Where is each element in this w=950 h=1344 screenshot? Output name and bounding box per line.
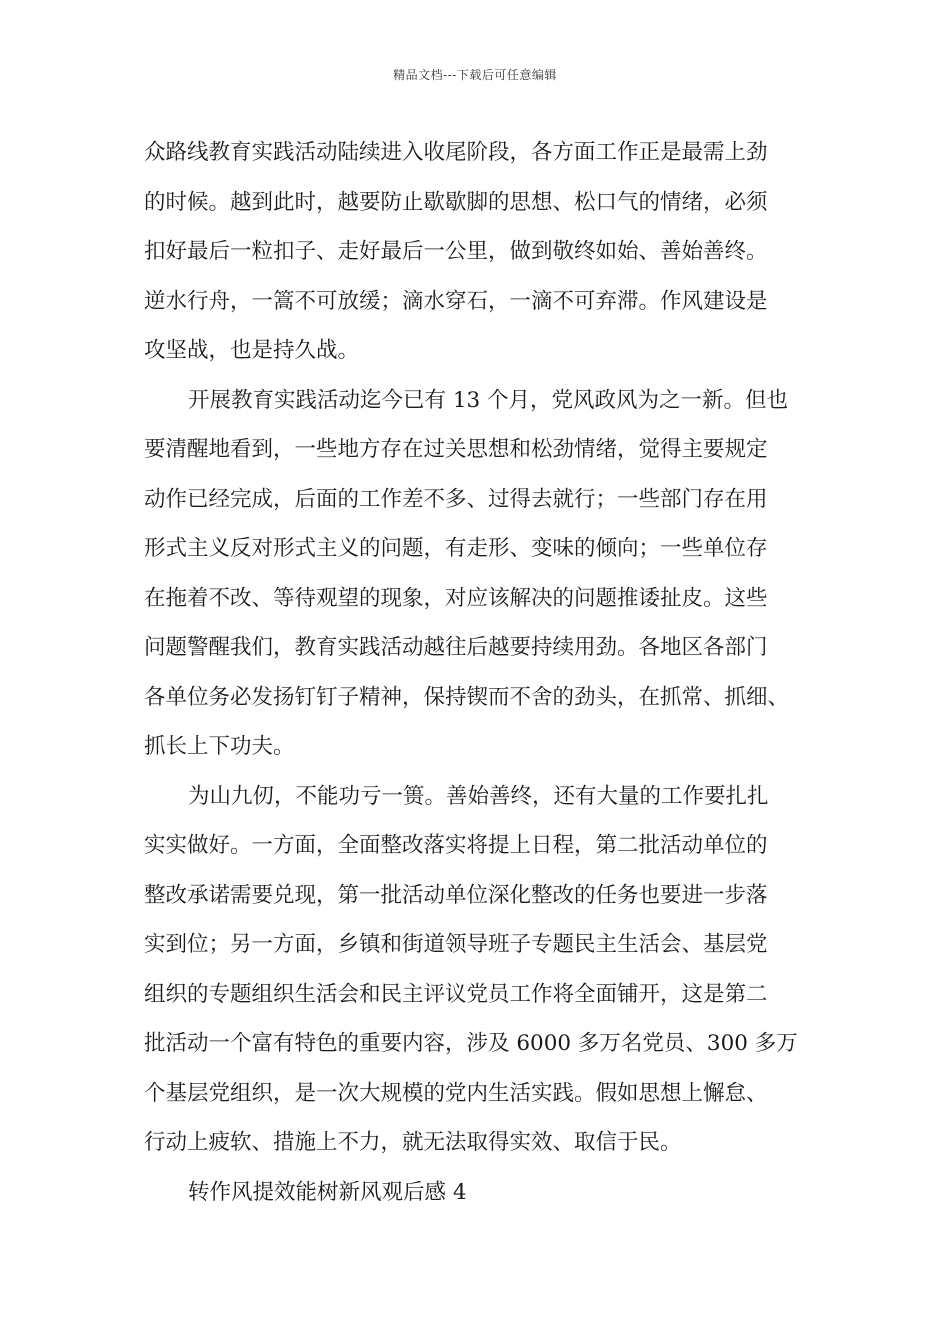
text-line: 开展教育实践活动迄今已有 13 个月，党风政风为之一新。但也 <box>188 387 789 413</box>
text-line: 整改承诺需要兑现，第一批活动单位深化整改的任务也要进一步落 <box>144 882 768 908</box>
text-line: 组织的专题组织生活会和民主评议党员工作将全面铺开，这是第二 <box>144 981 768 1007</box>
text-line: 众路线教育实践活动陆续进入收尾阶段，各方面工作正是最需上劲 <box>144 140 768 165</box>
text-line: 为山九仞，不能功亏一篑。善始善终，还有大量的工作要扎扎 <box>188 783 769 809</box>
document-body <box>144 128 824 1217</box>
text-line: 要清醒地看到，一些地方存在过关思想和松劲情绪，觉得主要规定 <box>144 437 768 462</box>
text-line: 实到位；另一方面，乡镇和街道领导班子专题民主生活会、基层党 <box>144 932 768 957</box>
text-line: 动作已经完成，后面的工作差不多、过得去就行；一些部门存在用 <box>144 486 768 512</box>
text-line: 逆水行舟，一篙不可放缓；滴水穿石，一滴不可弃滞。作风建设是 <box>144 288 768 314</box>
text-line: 批活动一个富有特色的重要内容，涉及 6000 多万名党员、300 多万 <box>144 1031 798 1056</box>
text-line: 的时候。越到此时，越要防止歇歇脚的思想、松口气的情绪，必须 <box>144 189 768 215</box>
text-line: 实实做好。一方面，全面整改落实将提上日程，第二批活动单位的 <box>144 833 768 858</box>
text-line: 抓长上下功夫。 <box>144 734 295 759</box>
text-line: 在拖着不改、等待观望的现象，对应该解决的问题推诿扯皮。这些 <box>144 585 768 611</box>
text-line: 各单位务必发扬钉钉子精神，保持锲而不舍的劲头，在抓常、抓细、 <box>144 684 790 710</box>
text-line: 行动上疲软、措施上不力，就无法取得实效、取信于民。 <box>144 1130 682 1155</box>
page-header: 精品文档---下载后可任意编辑 <box>393 68 557 82</box>
text-line: 个基层党组织，是一次大规模的党内生活实践。假如思想上懈怠、 <box>144 1080 768 1106</box>
text-line: 转作风提效能树新风观后感 4 <box>188 1179 467 1205</box>
text-line: 攻坚战，也是持久战。 <box>144 338 360 363</box>
text-line: 形式主义反对形式主义的问题，有走形、变味的倾向；一些单位存 <box>144 536 768 561</box>
text-line: 扣好最后一粒扣子、走好最后一公里，做到敬终如始、善始善终。 <box>144 239 768 264</box>
text-line: 问题警醒我们，教育实践活动越往后越要持续用劲。各地区各部门 <box>144 635 768 660</box>
